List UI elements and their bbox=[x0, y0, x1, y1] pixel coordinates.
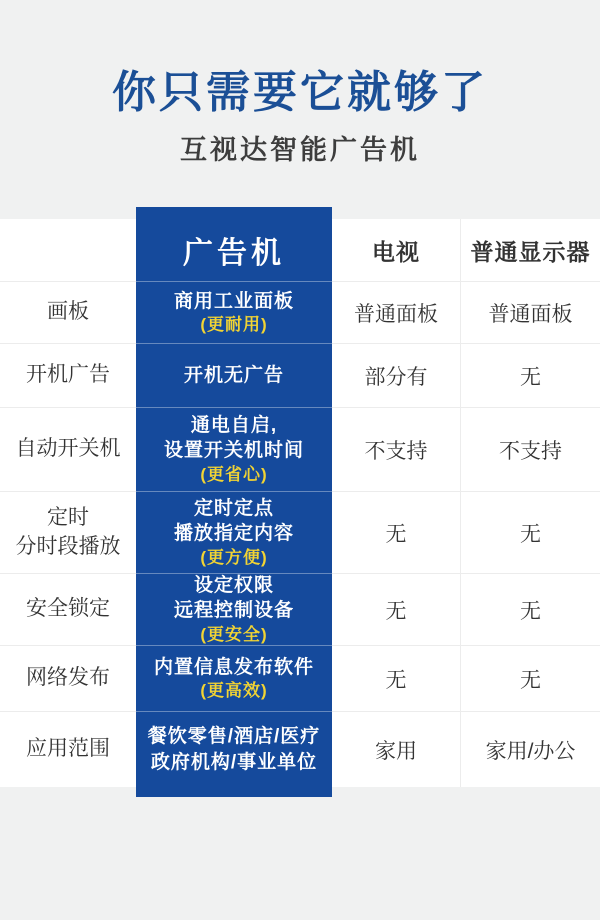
tv-value: 无 bbox=[385, 668, 407, 692]
page-title: 你只需要它就够了 bbox=[112, 68, 488, 117]
product-value-line: 定时定点 bbox=[193, 497, 274, 519]
product-value-cell bbox=[136, 282, 332, 344]
product-value-line: 设置开关机时间 bbox=[163, 440, 304, 462]
tv-header-cell bbox=[332, 219, 460, 282]
product-value-line: 远程控制设备 bbox=[173, 600, 294, 622]
tv-value: 无 bbox=[385, 599, 407, 623]
product-value-cell bbox=[136, 344, 332, 408]
product-value-cell bbox=[136, 492, 332, 574]
monitor-value: 不支持 bbox=[499, 439, 562, 463]
tv-value: 不支持 bbox=[364, 439, 428, 463]
product-benefit-note: (更耐用) bbox=[200, 315, 268, 335]
product-value-line: 通电自启, bbox=[190, 414, 278, 436]
product-column-title: 广告机 bbox=[183, 237, 285, 270]
monitor-value-cell bbox=[460, 408, 600, 492]
monitor-value-cell bbox=[460, 344, 600, 408]
monitor-column-title: 普通显示器 bbox=[470, 238, 591, 265]
monitor-value-cell bbox=[460, 646, 600, 712]
monitor-value: 无 bbox=[520, 365, 541, 389]
tv-value-cell bbox=[332, 646, 460, 712]
feature-label-cell bbox=[0, 282, 136, 344]
feature-label: 画板 bbox=[47, 300, 89, 324]
tv-value-cell bbox=[332, 712, 460, 787]
product-value-cell bbox=[136, 408, 332, 492]
tv-column-title: 电视 bbox=[372, 238, 420, 265]
monitor-value: 家用/办公 bbox=[485, 739, 576, 763]
feature-label-cell bbox=[0, 574, 136, 646]
feature-label: 开机广告 bbox=[26, 363, 110, 387]
tv-value: 无 bbox=[385, 522, 407, 546]
comparison-table bbox=[0, 219, 600, 787]
product-column-top-cap bbox=[136, 207, 332, 219]
hero-header bbox=[0, 68, 600, 167]
feature-label-cell bbox=[0, 492, 136, 574]
page-subtitle: 互视达智能广告机 bbox=[180, 134, 420, 165]
feature-label: 分时段播放 bbox=[15, 534, 121, 558]
tv-value-cell bbox=[332, 282, 460, 344]
product-value-line: 播放指定内容 bbox=[173, 523, 294, 545]
feature-label-cell bbox=[0, 646, 136, 712]
feature-label: 安全锁定 bbox=[26, 597, 110, 621]
product-value-cell bbox=[136, 646, 332, 712]
feature-label: 定时 bbox=[47, 506, 89, 530]
feature-label: 应用范围 bbox=[26, 737, 110, 761]
monitor-header-cell bbox=[460, 219, 600, 282]
product-benefit-note: (更安全) bbox=[200, 625, 268, 645]
monitor-value: 无 bbox=[520, 522, 541, 546]
tv-value-cell bbox=[332, 344, 460, 408]
monitor-value: 无 bbox=[520, 668, 541, 692]
product-value-line: 政府机构/事业单位 bbox=[150, 751, 318, 773]
product-benefit-note: (更高效) bbox=[200, 681, 268, 701]
product-value-line: 设定权限 bbox=[193, 574, 274, 596]
feature-label: 网络发布 bbox=[26, 666, 110, 690]
feature-header-cell bbox=[0, 219, 136, 282]
product-value-line: 开机无广告 bbox=[183, 364, 284, 386]
monitor-value-cell bbox=[460, 712, 600, 787]
product-value-line: 内置信息发布软件 bbox=[153, 656, 314, 678]
tv-value: 家用 bbox=[375, 739, 417, 763]
monitor-value-cell bbox=[460, 492, 600, 574]
tv-value-cell bbox=[332, 574, 460, 646]
feature-label-cell bbox=[0, 408, 136, 492]
feature-label: 自动开关机 bbox=[15, 437, 121, 461]
product-benefit-note: (更方便) bbox=[200, 548, 268, 568]
tv-value-cell bbox=[332, 408, 460, 492]
product-benefit-note: (更省心) bbox=[200, 465, 268, 485]
tv-value: 部分有 bbox=[364, 365, 428, 389]
comparison-grid bbox=[0, 219, 600, 787]
feature-label-cell bbox=[0, 344, 136, 408]
monitor-value-cell bbox=[460, 282, 600, 344]
tv-value: 普通面板 bbox=[354, 302, 438, 326]
monitor-value-cell bbox=[460, 574, 600, 646]
product-value-line: 餐饮零售/酒店/医疗 bbox=[147, 725, 321, 747]
product-value-line: 商用工业面板 bbox=[173, 290, 294, 312]
product-value-cell bbox=[136, 712, 332, 787]
tv-value-cell bbox=[332, 492, 460, 574]
product-column-bottom-cap bbox=[136, 787, 332, 797]
monitor-value: 无 bbox=[520, 599, 541, 623]
monitor-value: 普通面板 bbox=[488, 302, 573, 326]
product-value-cell bbox=[136, 574, 332, 646]
product-header-cell bbox=[136, 219, 332, 282]
feature-label-cell bbox=[0, 712, 136, 787]
